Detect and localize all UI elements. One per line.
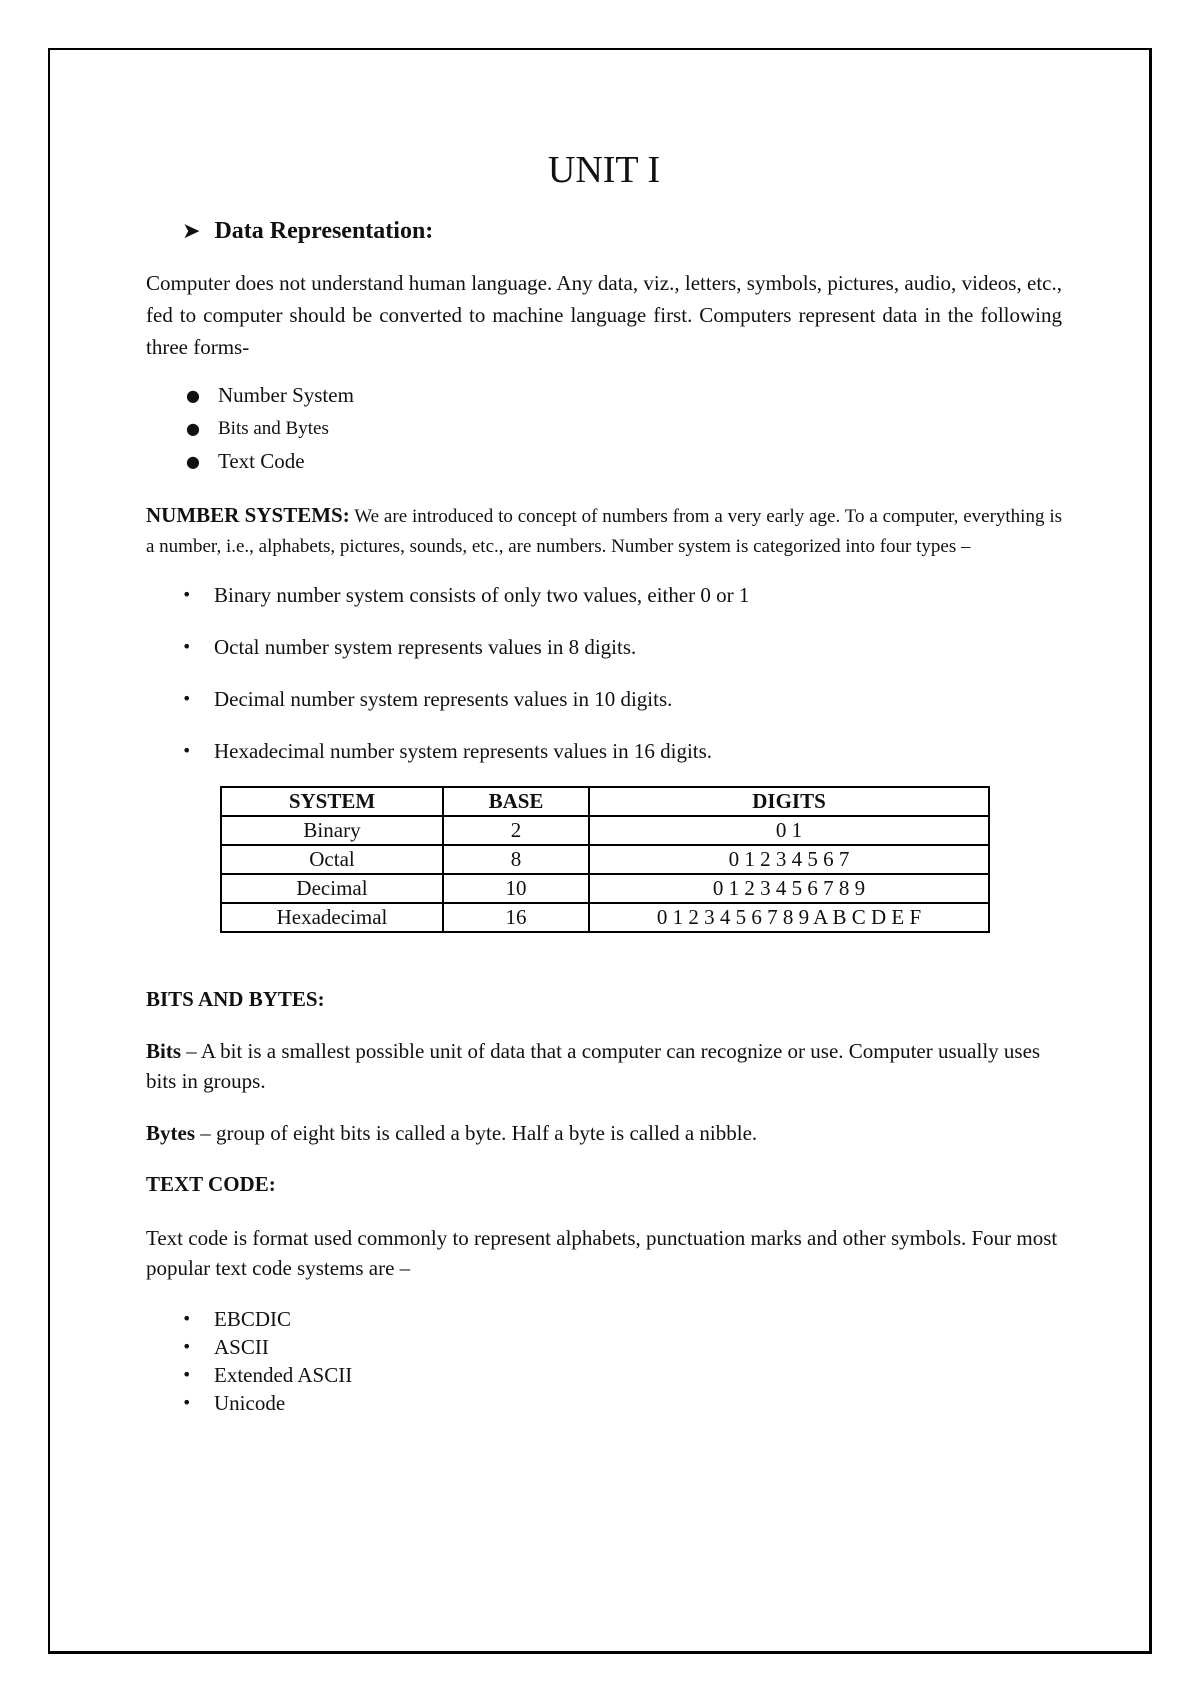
table-header-cell: SYSTEM xyxy=(221,787,443,816)
list-item: ● Text Code xyxy=(186,445,1062,478)
number-systems-table xyxy=(220,786,990,933)
list-item: • EBCDIC xyxy=(182,1306,292,1331)
list-item: ● Number System xyxy=(186,379,1062,412)
forms-list xyxy=(186,379,1062,478)
table-cell: 2 xyxy=(443,816,589,845)
text-code-paragraph: Text code is format used commonly to represent alphabets, punctuation marks and other symbols. Four most popular text code systems are – xyxy=(146,1225,1058,1280)
table-cell: Hexadecimal xyxy=(221,903,443,932)
bullet-icon: • xyxy=(182,1336,192,1356)
bits-text: – A bit is a smallest possible unit of data that a computer can recognize or use. Computer usually uses bits in groups. xyxy=(146,1038,1041,1093)
table-cell: 0 1 2 3 4 5 6 7 8 9 A B C D E F xyxy=(589,903,989,932)
intro-paragraph: Computer does not understand human language. Any data, viz., letters, symbols, pictures, audio, videos, etc., fed to computer should be converted to machine language first. Computers represent data in the following three forms- xyxy=(146,270,1062,359)
list-item: • Hexadecimal number system represents values in 16 digits. xyxy=(182,736,1062,766)
list-item: • Binary number system consists of only two values, either 0 or 1 xyxy=(182,580,1062,610)
table-cell: 8 xyxy=(443,845,589,874)
table-header-cell: DIGITS xyxy=(589,787,989,816)
bytes-label: Bytes xyxy=(146,1120,195,1145)
table-row xyxy=(221,874,989,903)
bytes-text: – group of eight bits is called a byte. Half a byte is called a nibble. xyxy=(195,1120,758,1145)
number-systems-paragraph xyxy=(146,500,1062,562)
table-cell: Decimal xyxy=(221,874,443,903)
bytes-paragraph xyxy=(146,1118,1062,1148)
list-item: • Extended ASCII xyxy=(182,1362,353,1387)
list-item: • Unicode xyxy=(182,1390,286,1415)
bullet-icon: • xyxy=(182,1308,192,1328)
bullet-icon: • xyxy=(182,1392,192,1412)
table-header-row xyxy=(221,787,989,816)
number-types-list xyxy=(182,580,1062,766)
table-cell: 16 xyxy=(443,903,589,932)
table-cell: Octal xyxy=(221,845,443,874)
bullet-icon: ● xyxy=(186,451,200,471)
list-item: • Decimal number system represents values in 10 digits. xyxy=(182,684,1062,714)
bullet-icon: • xyxy=(182,1364,192,1384)
arrow-bullet-icon: ➤ xyxy=(182,218,201,244)
table-row xyxy=(221,816,989,845)
section-heading-text: Data Representation: xyxy=(214,217,434,244)
list-item: • Octal number system represents values in 8 digits. xyxy=(182,632,1062,662)
table-cell: 0 1 2 3 4 5 6 7 xyxy=(589,845,989,874)
bits-bytes-heading: BITS AND BYTES: xyxy=(146,986,325,1011)
list-item: • ASCII xyxy=(182,1334,269,1359)
bullet-icon: • xyxy=(182,740,192,760)
bullet-icon: ● xyxy=(186,418,200,438)
table-cell: Binary xyxy=(221,816,443,845)
table-cell: 0 1 xyxy=(589,816,989,845)
bits-label: Bits xyxy=(146,1038,182,1063)
page-title: UNIT I xyxy=(547,149,661,191)
number-systems-text: We are introduced to concept of numbers from a very early age. To a computer, everything is a number, i.e., alphabets, pictures, sounds, etc., are numbers. Number system is categorized into four types – xyxy=(146,505,1062,557)
table-cell: 10 xyxy=(443,874,589,903)
bullet-icon: • xyxy=(182,636,192,656)
section-heading xyxy=(182,218,1062,245)
bullet-icon: • xyxy=(182,688,192,708)
number-systems-label: NUMBER SYSTEMS: xyxy=(146,502,350,527)
table-cell: 0 1 2 3 4 5 6 7 8 9 xyxy=(589,874,989,903)
table-header-cell: BASE xyxy=(443,787,589,816)
table-row xyxy=(221,845,989,874)
bullet-icon: • xyxy=(182,584,192,604)
table-row xyxy=(221,903,989,932)
document-content xyxy=(146,140,1062,1417)
text-code-list xyxy=(182,1305,1062,1417)
text-code-heading: TEXT CODE: xyxy=(146,1171,276,1196)
bits-paragraph xyxy=(146,1036,1062,1096)
bullet-icon: ● xyxy=(186,385,200,405)
list-item: ● Bits and Bytes xyxy=(186,412,1062,445)
